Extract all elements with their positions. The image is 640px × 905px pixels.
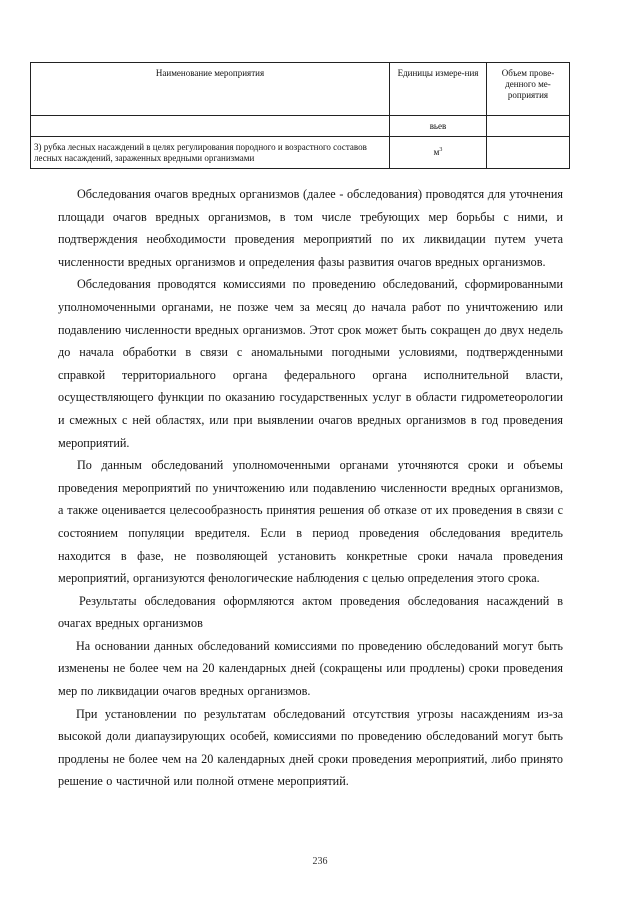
table-cell-empty bbox=[31, 116, 390, 137]
header-unit: Единицы измере-ния bbox=[390, 63, 487, 116]
unit-exponent: 3 bbox=[439, 147, 443, 153]
table-cell-measure: 3) рубка лесных насаждений в целях регулирования породного и возрастного составов лесных насаждений, зараженных вредными организмами bbox=[31, 137, 390, 169]
table-row bbox=[31, 137, 570, 169]
measures-table bbox=[30, 62, 570, 169]
table-cell-unit: вьев bbox=[390, 116, 487, 137]
paragraph: При установлении по результатам обследований отсутствия угрозы насаждениям из-за высокой доли диапаузирующих особей, комиссиями по проведению обследований могут быть продлены не более чем на 20 календарных дней сроки проведения мероприятий, либо принято решение о частичной или полной отмене мероприятий. bbox=[58, 706, 563, 789]
body-text bbox=[58, 183, 563, 793]
paragraph: Обследования очагов вредных организмов (далее - обследования) проводятся для уточнения площади очагов вредных организмов, в том числе требующих мер борьбы с ними, и подтверждения необходимости проведения мероприятий по их ликвидации путем учета численности вредных организмов и определения фазы развития очагов вредных организмов. bbox=[58, 187, 563, 269]
table-cell-unit bbox=[390, 137, 487, 169]
unit-base: м bbox=[433, 147, 440, 157]
paragraph: По данным обследований уполномоченными органами уточняются сроки и объемы проведения мероприятий по уничтожению или подавлению численности вредных организмов, а также оценивается целесообразность принятия решения об отказе от их проведения в связи с состоянием популяции вредителя. Если в период проведения обследования вредитель находится в фазе, не позволяющей установить конкретные сроки начала проведения мероприятий, организуются фенологические наблюдения с целью определения этого срока. bbox=[58, 458, 563, 586]
page-number: 236 bbox=[312, 856, 328, 867]
table-header-row bbox=[31, 63, 570, 116]
table-cell-empty bbox=[487, 116, 570, 137]
header-volume: Объем прове-денного ме-роприятия bbox=[487, 63, 570, 116]
table-row bbox=[31, 116, 570, 137]
paragraph: Обследования проводятся комиссиями по проведению обследований, сформированными уполномоченными органами, не позже чем за месяц до начала работ по уничтожению или подавлению численности вредных организмов. Этот срок может быть сокращен до двух недель до начала обработки в связи с аномальными погодными условиями, подтвержденными справкой территориального органа федерального органа исполнительной власти, осуществляющего функции по оказанию государственных услуг в области гидрометеорологии и смежных с ней областях, или при выявлении очагов вредных организмов в год проведения мероприятий. bbox=[58, 277, 563, 450]
header-measure-name: Наименование мероприятия bbox=[31, 63, 390, 116]
paragraph: На основании данных обследований комиссиями по проведению обследований могут быть изменены не более чем на 20 календарных дней (сокращены или продлены) сроки проведения мер по ликвидации очагов вредных организмов. bbox=[58, 638, 563, 699]
paragraph: Результаты обследования оформляются актом проведения обследования насаждений в очагах вредных организмов bbox=[58, 593, 563, 631]
table-cell-volume bbox=[487, 137, 570, 169]
